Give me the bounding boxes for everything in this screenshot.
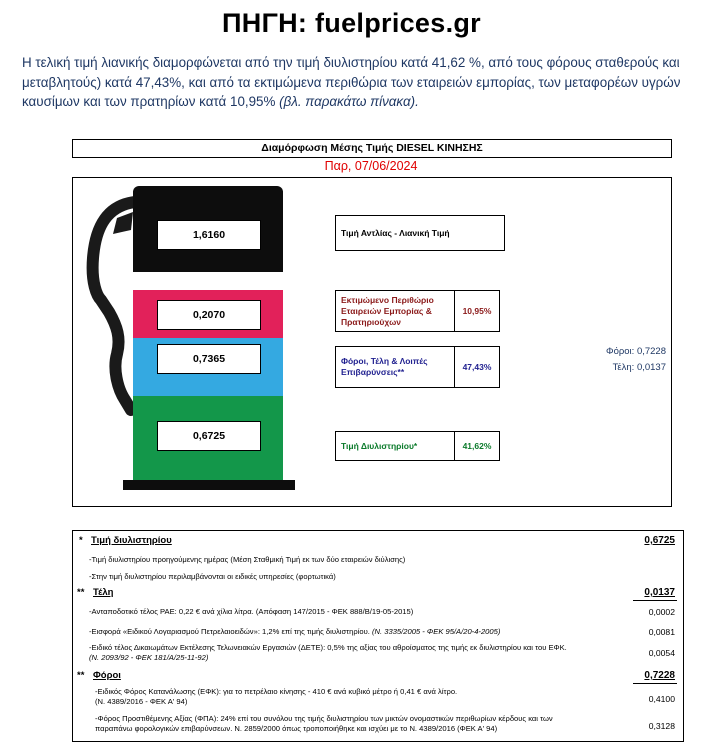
margins-label: Εκτιμώμενο Περιθώριο Εταιρειών Εμπορίας & Πρατηριούχων: [335, 290, 455, 332]
refinery-label: Τιμή Διυλιστηρίου*: [335, 431, 455, 461]
refinery-value: 0,6725: [157, 421, 261, 451]
retail-label: Τιμή Αντλίας - Λιανική Τιμή: [335, 215, 505, 251]
side-taxes: Φόροι: 0,7228: [605, 346, 666, 357]
pump-base: [123, 480, 295, 490]
price-breakdown-chart: [72, 177, 672, 507]
margins-percent: 10,95%: [454, 290, 500, 332]
intro-text: Η τελική τιμή λιανικής διαμορφώνεται από την τιμή διυλιστηρίου κατά 41,62 %, από τους φόρους σταθερούς και μεταβλητούς) κατά 47,43%, και από τα εκτιμώμενα περιθώρια των εταιρειών εμπορίας, των μεταφορέων υγρών καυσίμων και των πρατηρίων κατά 10,95%: [22, 55, 681, 109]
refinery-percent: 41,62%: [454, 431, 500, 461]
intro-italic: (βλ. παρακάτω πίνακα).: [279, 94, 419, 109]
taxes-percent: 47,43%: [454, 346, 500, 388]
retail-value: 1,6160: [157, 220, 261, 250]
intro-paragraph: [22, 53, 682, 112]
margins-value: 0,2070: [157, 300, 261, 330]
breakdown-table: * Τιμή διυλιστηρίου 0,6725 -Τιμή διυλιστηρίου προηγούμενης ημέρας (Μέση Σταθμική Τιμή εκ των δύο εταιρειών διύλισης) -Στην τιμή διυλιστηρίου περιλαμβάνονται οι ειδικές υπηρεσίες (φορτωτικά) ** Τέλη 0,0137 -Ανταποδοτικό τέλος ΡΑΕ: 0,22 € ανά χίλια λίτρα. (Απόφαση 147/2015 - ΦΕΚ 888/Β/19-05-2015) 0,0002 -Εισφορά «Ειδικού Λογαριασμού Πετρελαιοειδών»: 1,2% επί της τιμής διυλιστηρίου. (Ν. 3335/2005 - ΦΕΚ 95/Α/20-4-2005) 0,0081 -Ειδικό τέλος Δικαιωμάτων Εκτέλεσης Τελωνειακών Εργασιών (ΔΕΤΕ): 0,5% της αξίας του αθροίσματος της τιμής εκ διυλιστηρίου και του ΕΦΚ. (Ν. 2093/92 - ΦΕΚ 181/Α/25-11-92) 0,0054 ** Φόροι 0,7228 -Ειδικός Φόρος Κατανάλωσης (ΕΦΚ): για το πετρέλαιο κίνησης - 410 € ανά κυβικό μέτρο ή 0,41 € ανά λίτρο. (Ν. 4389/2016 - ΦΕΚ Α' 94) 0,4100 -Φόρος Προστιθέμενης Αξίας (ΦΠΑ): 24% επί του συνόλου της τιμής διυλιστηρίου των μικτών ονομαστικών περιθωρίων κέρδους και των παραπάνω φορολογικών επιβαρύνσεων. Ν. 2859/2000 όπως τροποποιήθηκε και ισχύει με το Ν. 4389/2016 (ΦΕΚ Α' 94) 0,3128: [72, 530, 684, 742]
taxes-label: Φόροι, Τέλη & Λοιπές Επιβαρύνσεις**: [335, 346, 455, 388]
side-fees: Τέλη: 0,0137: [612, 362, 666, 373]
source-heading: ΠΗΓΗ: fuelprices.gr: [222, 8, 481, 38]
taxes-value: 0,7365: [157, 344, 261, 374]
chart-title: Διαμόρφωση Μέσης Τιμής DIESEL ΚΙΝΗΣΗΣ: [72, 139, 672, 158]
chart-date: Παρ, 07/06/2024: [324, 159, 418, 173]
